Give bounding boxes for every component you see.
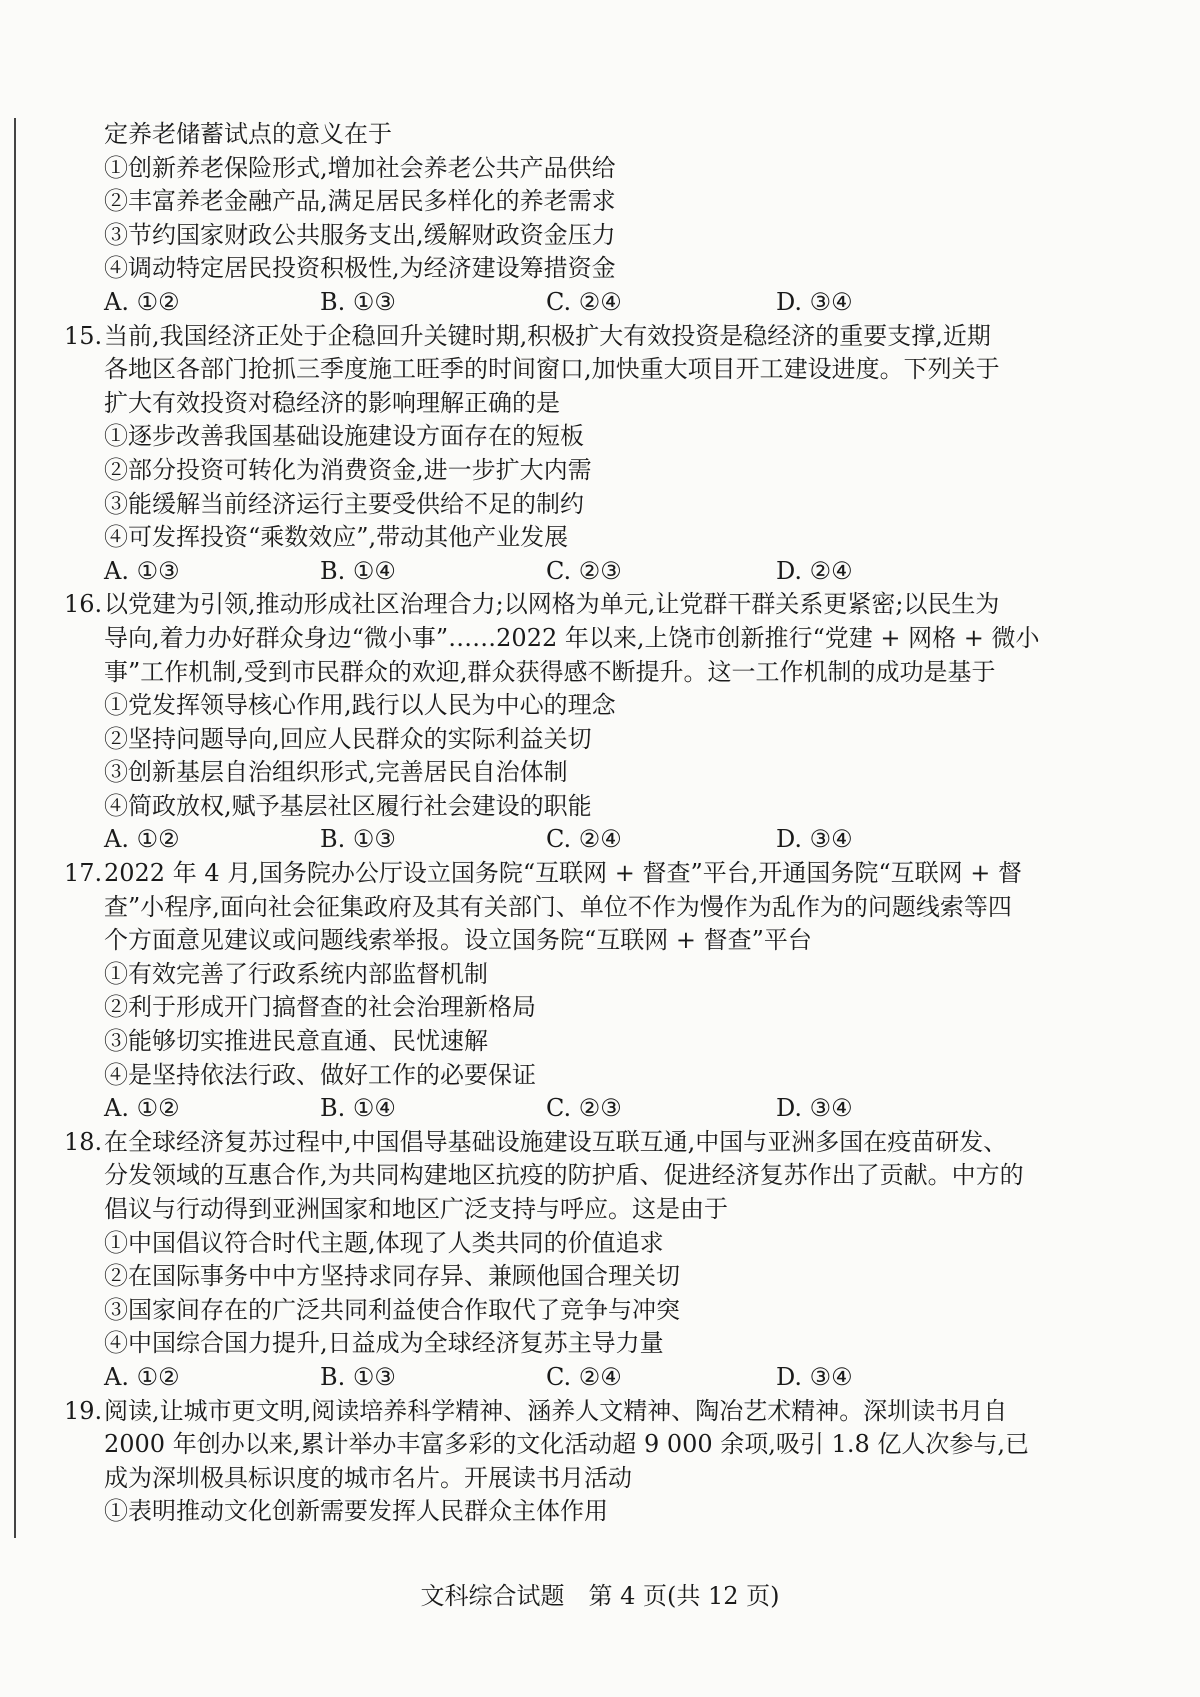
statement-3: ③创新基层自治组织形式,完善居民自治体制 <box>104 758 568 787</box>
statement-4: ④是坚持依法行政、做好工作的必要保证 <box>104 1060 536 1089</box>
question-number: 17. <box>64 859 103 888</box>
stem-line: 2022 年 4 月,国务院办公厅设立国务院“互联网 + 督查”平台,开通国务院“互联网 + 督 <box>104 859 1023 888</box>
statement-2: ②丰富养老金融产品,满足居民多样化的养老需求 <box>104 187 616 216</box>
page-footer: 文科综合试题 第 4 页(共 12 页) <box>420 1582 780 1610</box>
option-c: C. ②④ <box>546 825 622 854</box>
option-d: D. ③④ <box>776 825 853 854</box>
option-c: C. ②④ <box>546 1362 622 1391</box>
stem-line: 2000 年创办以来,累计举办丰富多彩的文化活动超 9 000 余项,吸引 1.8 亿人次参与,已 <box>104 1430 1029 1459</box>
option-a: A. ①② <box>104 1362 180 1391</box>
question-18 <box>64 1126 1094 1395</box>
option-b: B. ①③ <box>320 287 396 316</box>
stem-line: 当前,我国经济正处于企稳回升关键时期,积极扩大有效投资是稳经济的重要支撑,近期 <box>104 321 991 350</box>
option-b: B. ①④ <box>320 556 396 585</box>
stem-line: 扩大有效投资对稳经济的影响理解正确的是 <box>104 388 560 417</box>
statement-1: ①中国倡议符合时代主题,体现了人类共同的价值追求 <box>104 1228 664 1257</box>
question-16 <box>64 588 1094 857</box>
option-b: B. ①③ <box>320 1362 396 1391</box>
question-number: 18. <box>64 1127 103 1156</box>
stem-line: 倡议与行动得到亚洲国家和地区广泛支持与呼应。这是由于 <box>104 1195 728 1223</box>
option-d: D. ③④ <box>776 1094 853 1123</box>
stem-line: 在全球经济复苏过程中,中国倡导基础设施建设互联互通,中国与亚洲多国在疫苗研发、 <box>104 1127 1008 1156</box>
statement-3: ③能缓解当前经济运行主要受供给不足的制约 <box>104 489 584 518</box>
question-number: 15. <box>64 321 103 350</box>
statement-1: ①有效完善了行政系统内部监督机制 <box>104 959 488 988</box>
statement-4: ④简政放权,赋予基层社区履行社会建设的职能 <box>104 791 592 820</box>
option-d: D. ③④ <box>776 287 853 316</box>
option-c: C. ②③ <box>546 556 622 585</box>
stem-line: 分发领域的互惠合作,为共同构建地区抗疫的防护盾、促进经济复苏作出了贡献。中方的 <box>104 1161 1024 1190</box>
question-number: 16. <box>64 590 103 619</box>
statement-4: ④调动特定居民投资积极性,为经济建设筹措资金 <box>104 254 616 283</box>
option-a: A. ①② <box>104 287 180 316</box>
answer-options <box>64 823 1094 857</box>
stem-line: 个方面意见建议或问题线索举报。设立国务院“互联网 + 督查”平台 <box>104 926 812 955</box>
stem-line: 查”小程序,面向社会征集政府及其有关部门、单位不作为慢作为乱作为的问题线索等四 <box>104 892 1012 921</box>
statement-2: ②部分投资可转化为消费资金,进一步扩大内需 <box>104 455 592 484</box>
option-c: C. ②③ <box>546 1094 622 1123</box>
answer-options <box>64 1092 1094 1126</box>
statement-1: ①表明推动文化创新需要发挥人民群众主体作用 <box>104 1497 608 1526</box>
statement-4: ④中国综合国力提升,日益成为全球经济复苏主导力量 <box>104 1329 664 1358</box>
stem-line: 成为深圳极具标识度的城市名片。开展读书月活动 <box>104 1463 632 1492</box>
stem-line: 各地区各部门抢抓三季度施工旺季的时间窗口,加快重大项目开工建设进度。下列关于 <box>104 355 1000 384</box>
stem-line: 事”工作机制,受到市民群众的欢迎,群众获得感不断提升。这一工作机制的成功是基于 <box>104 657 996 686</box>
option-a: A. ①③ <box>104 556 180 585</box>
statement-1: ①党发挥领导核心作用,践行以人民为中心的理念 <box>104 691 616 720</box>
stem-line: 定养老储蓄试点的意义在于 <box>104 120 392 148</box>
stem-line: 阅读,让城市更文明,阅读培养科学精神、涵养人文精神、陶冶艺术精神。深圳读书月自 <box>104 1396 1008 1425</box>
statement-2: ②利于形成开门搞督查的社会治理新格局 <box>104 993 536 1022</box>
statement-3: ③国家间存在的广泛共同利益使合作取代了竞争与冲突 <box>104 1295 680 1324</box>
option-d: D. ③④ <box>776 1362 853 1391</box>
statement-3: ③节约国家财政公共服务支出,缓解财政资金压力 <box>104 220 616 249</box>
question-15 <box>64 320 1094 589</box>
page-content <box>64 118 1094 1529</box>
option-b: B. ①④ <box>320 1094 396 1123</box>
stem-line: 以党建为引领,推动形成社区治理合力;以网格为单元,让党群干群关系更紧密;以民生为 <box>104 590 1000 619</box>
option-d: D. ②④ <box>776 556 853 585</box>
question-number: 19. <box>64 1396 103 1425</box>
option-b: B. ①③ <box>320 825 396 854</box>
option-c: C. ②④ <box>546 287 622 316</box>
margin-rule <box>14 118 16 1538</box>
statement-2: ②在国际事务中中方坚持求同存异、兼顾他国合理关切 <box>104 1262 680 1291</box>
answer-options <box>64 286 1094 320</box>
answer-options <box>64 555 1094 589</box>
statement-1: ①逐步改善我国基础设施建设方面存在的短板 <box>104 422 584 451</box>
question-17 <box>64 857 1094 1126</box>
option-a: A. ①② <box>104 825 180 854</box>
statement-2: ②坚持问题导向,回应人民群众的实际利益关切 <box>104 724 592 753</box>
statement-1: ①创新养老保险形式,增加社会养老公共产品供给 <box>104 153 616 182</box>
question-19 <box>64 1395 1094 1529</box>
statement-3: ③能够切实推进民意直通、民忧速解 <box>104 1027 488 1056</box>
answer-options <box>64 1361 1094 1395</box>
option-a: A. ①② <box>104 1094 180 1123</box>
question-14-continuation <box>64 118 1094 320</box>
stem-line: 导向,着力办好群众身边“微小事”……2022 年以来,上饶市创新推行“党建 + 网格 + 微小 <box>104 623 1040 652</box>
statement-4: ④可发挥投资“乘数效应”,带动其他产业发展 <box>104 523 569 552</box>
